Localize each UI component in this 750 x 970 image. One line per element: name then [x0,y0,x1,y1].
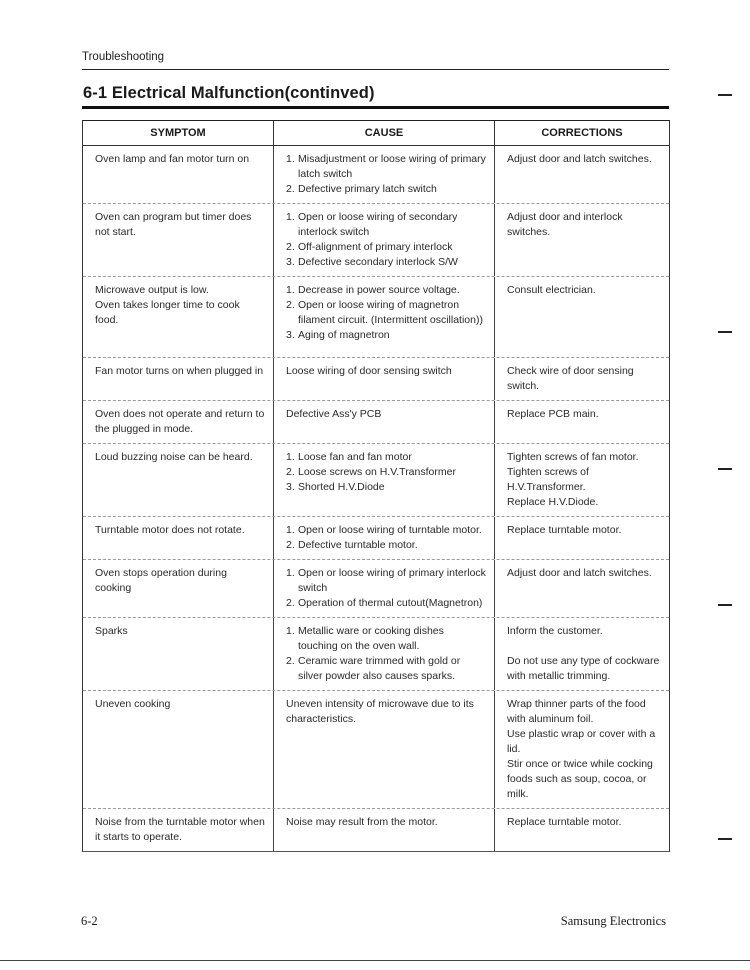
cause-item [286,523,486,538]
correction-cell: Replace turntable motor. [494,809,669,851]
correction-cell: Adjust door and latch switches. [494,560,669,617]
cause-number: 3. [286,481,295,493]
correction-cell: Wrap thinner parts of the food with aluminum foil. Use plastic wrap or cover with a lid. Stir once or twice while cocking foods such as soup, cocoa, or milk. [494,691,669,808]
table-header-row [83,121,669,146]
cause-number: 2. [286,299,295,311]
cause-text: Open or loose wiring of primary interlock switch [298,567,486,594]
footer-divider [0,960,750,961]
cause-item [286,538,486,553]
symptom-cell: Noise from the turntable motor when it starts to operate. [95,816,265,843]
cause-number: 1. [286,211,295,223]
cause-item [286,152,486,182]
cause-item [286,210,486,240]
correction-cell: Inform the customer. Do not use any type of cockware with metallic trimming. [494,618,669,690]
cause-cell [273,444,494,516]
cause-text: Ceramic ware trimmed with gold or silver powder also causes sparks. [298,655,461,682]
cause-number: 1. [286,153,295,165]
cause-list [286,283,486,343]
cause-text: Open or loose wiring of magnetron filament circuit. (Intermittent oscillation)) [298,299,483,326]
cause-number: 1. [286,567,295,579]
correction-cell: Adjust door and latch switches. [494,146,669,203]
cause-text: Operation of thermal cutout(Magnetron) [298,597,483,609]
table-row [83,204,669,277]
correction-cell: Replace turntable motor. [494,517,669,559]
column-header-cause: CAUSE [273,121,494,145]
cause-text: Off-alignment of primary interlock [298,241,453,253]
cause-number: 2. [286,183,295,195]
binder-hole-mark [718,838,732,840]
cause-text: Defective primary latch switch [298,183,437,195]
symptom-cell: Oven can program but timer does not start. [95,211,252,238]
cause-text: Defective secondary interlock S/W [298,256,458,268]
cause-text: Shorted H.V.Diode [298,481,385,493]
cause-number: 3. [286,256,295,268]
cause-item [286,182,486,197]
cause-cell [273,204,494,276]
binder-hole-mark [718,604,732,606]
table-row [83,618,669,691]
cause-list [286,210,486,270]
cause-number: 2. [286,597,295,609]
table-row [83,444,669,517]
cause-list [286,523,486,553]
correction-cell: Check wire of door sensing switch. [494,358,669,400]
cause-cell [273,560,494,617]
cause-number: 2. [286,539,295,551]
cause-cell: Defective Ass'y PCB [273,401,494,443]
cause-cell [273,146,494,203]
symptom-cell: Turntable motor does not rotate. [95,524,245,536]
cause-cell [273,517,494,559]
cause-list [286,624,486,684]
cause-item [286,480,486,495]
cause-item [286,566,486,596]
table-row [83,358,669,401]
cause-text: Open or loose wiring of secondary interlock switch [298,211,458,238]
cause-item [286,465,486,480]
cause-item [286,240,486,255]
symptom-cell: Fan motor turns on when plugged in [95,365,264,377]
table-row [83,146,669,204]
publisher-name: Samsung Electronics [560,914,666,928]
symptom-cell: Uneven cooking [95,698,171,710]
symptom-cell: Sparks [95,625,128,637]
cause-cell [273,277,494,357]
symptom-cell: Oven stops operation during cooking [95,567,227,594]
cause-cell [273,618,494,690]
cause-cell: Uneven intensity of microwave due to its characteristics. [273,691,494,808]
table-body [83,146,669,851]
table-row [83,401,669,444]
troubleshooting-table [82,120,670,852]
binder-hole-mark [718,331,732,333]
cause-number: 2. [286,655,295,667]
cause-text: Loose screws on H.V.Transformer [298,466,456,478]
cause-cell: Noise may result from the motor. [273,809,494,851]
page-number: 6-2 [81,914,98,928]
cause-text: Misadjustment or loose wiring of primary latch switch [298,153,486,180]
cause-number: 1. [286,451,295,463]
cause-list [286,152,486,197]
table-row [83,560,669,618]
correction-cell: Replace PCB main. [494,401,669,443]
table-row [83,691,669,809]
header-divider [82,69,669,70]
column-header-symptom: SYMPTOM [150,127,206,139]
table-row [83,809,669,851]
symptom-cell: Oven lamp and fan motor turn on [95,153,250,165]
cause-number: 1. [286,524,295,536]
table-row [83,517,669,560]
cause-item [286,283,486,298]
cause-item [286,255,486,270]
table-row [83,277,669,358]
cause-text: Open or loose wiring of turntable motor. [298,524,482,536]
correction-cell: Consult electrician. [494,277,669,357]
cause-item [286,654,486,684]
cause-text: Loose fan and fan motor [298,451,412,463]
cause-item [286,450,486,465]
running-header: Troubleshooting [82,51,165,63]
symptom-cell: Loud buzzing noise can be heard. [95,451,253,463]
cause-text: Defective turntable motor. [298,539,418,551]
cause-number: 2. [286,241,295,253]
column-header-corrections: CORRECTIONS [494,121,669,145]
cause-number: 3. [286,329,295,341]
title-divider [82,106,669,109]
cause-text: Aging of magnetron [298,329,390,341]
cause-list [286,450,486,495]
symptom-cell: Oven does not operate and return to the plugged in mode. [95,408,265,435]
cause-number: 1. [286,625,295,637]
cause-item [286,596,486,611]
cause-cell: Loose wiring of door sensing switch [273,358,494,400]
cause-text: Decrease in power source voltage. [298,284,460,296]
symptom-cell: Microwave output is low. Oven takes longer time to cook food. [95,284,240,326]
cause-number: 1. [286,284,295,296]
cause-item [286,624,486,654]
cause-list [286,566,486,611]
binder-hole-mark [718,94,732,96]
correction-cell: Tighten screws of fan motor. Tighten screws of H.V.Transformer. Replace H.V.Diode. [494,444,669,516]
section-title: 6-1 Electrical Malfunction(continved) [83,84,375,102]
cause-item [286,328,486,343]
correction-cell: Adjust door and interlock switches. [494,204,669,276]
cause-number: 2. [286,466,295,478]
binder-hole-mark [718,468,732,470]
cause-item [286,298,486,328]
cause-text: Metallic ware or cooking dishes touching on the oven wall. [298,625,444,652]
